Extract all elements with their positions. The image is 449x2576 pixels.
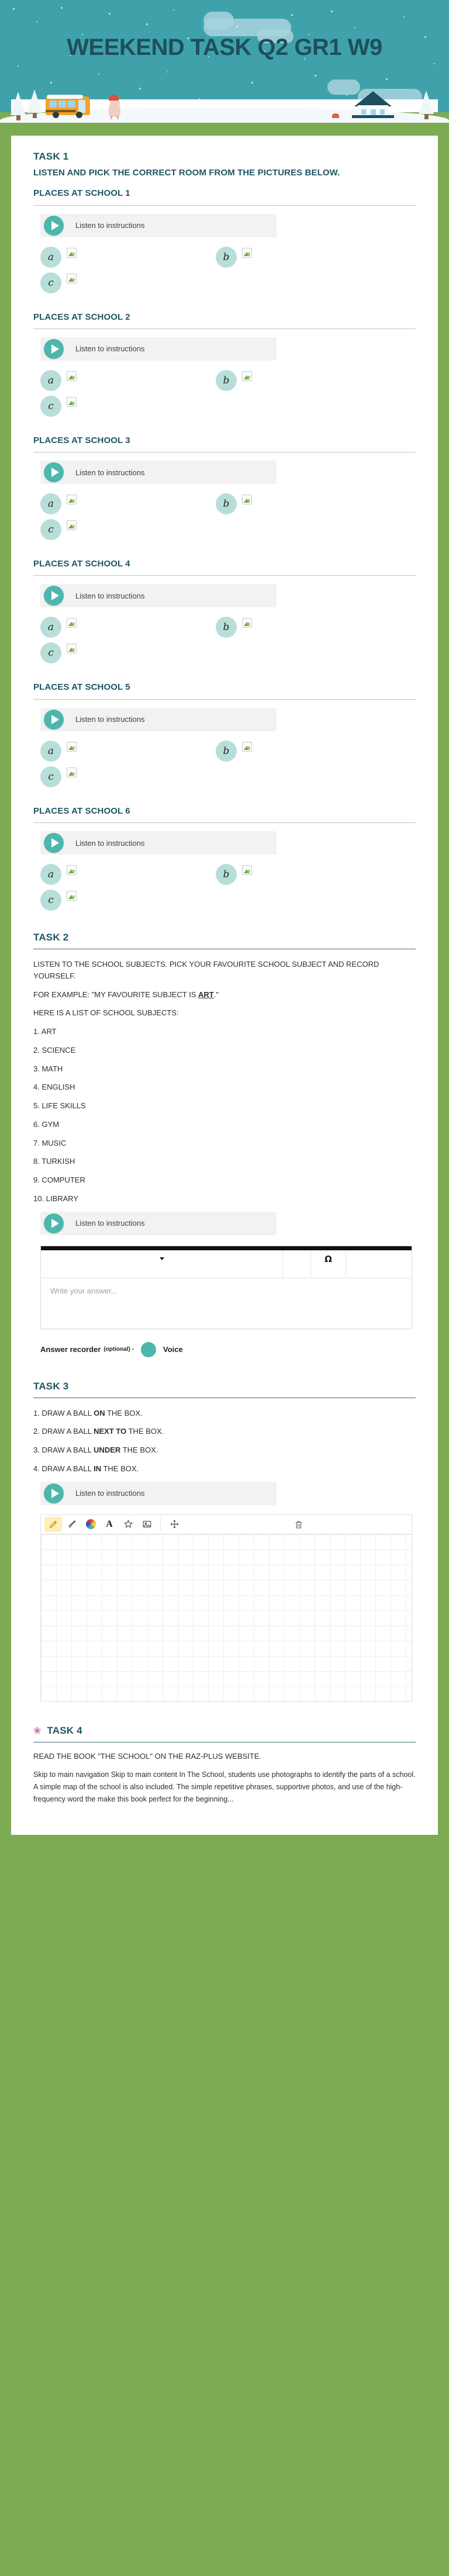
task-1-section (33, 151, 416, 179)
task-2-line-3: HERE IS A LIST OF SCHOOL SUBJECTS: (33, 1008, 179, 1018)
task-4-lead: READ THE BOOK "THE SCHOOL" ON THE RAZ-PLUS WEBSITE. (33, 1751, 262, 1761)
audio-player-label: Listen to instructions (75, 591, 145, 600)
option-letter-badge[interactable]: a (40, 370, 61, 391)
option-image-placeholder-icon (67, 495, 77, 504)
option-letter-badge[interactable]: b (216, 741, 237, 762)
delete-tool-icon[interactable] (290, 1517, 308, 1532)
play-icon[interactable] (44, 1484, 64, 1503)
flower-icon: ❀ (33, 1726, 42, 1736)
instruction-preposition: IN (94, 1464, 102, 1473)
option-image-placeholder-icon (67, 742, 77, 752)
task-2-line-1: LISTEN TO THE SCHOOL SUBJECTS. PICK YOUR FAVOURITE SCHOOL SUBJECT AND RECORD YOURSELF. (33, 960, 379, 980)
places-at-school-block (33, 311, 416, 417)
toolbar-divider (160, 1518, 161, 1531)
answer-option[interactable] (40, 396, 216, 417)
editor-toolbar-group-format (41, 1250, 283, 1277)
audio-player[interactable] (40, 214, 277, 237)
task-2-section (33, 932, 416, 1357)
audio-player[interactable] (40, 831, 277, 855)
option-image-placeholder-icon (67, 865, 77, 875)
task-1-instruction: LISTEN AND PICK THE CORRECT ROOM FROM THE PICTURES BELOW. (33, 168, 340, 178)
insert-image-tool-icon[interactable] (138, 1517, 156, 1532)
places-at-school-heading: PLACES AT SCHOOL 1 (33, 188, 130, 199)
instruction-suffix: THE BOX. (105, 1408, 143, 1417)
option-image-placeholder-icon (242, 742, 252, 752)
audio-player[interactable] (40, 461, 277, 484)
places-at-school-heading: PLACES AT SCHOOL 2 (33, 312, 130, 322)
audio-player-label: Listen to instructions (75, 344, 145, 354)
drawing-board (40, 1515, 412, 1702)
option-letter-badge[interactable]: b (216, 247, 237, 268)
option-letter-badge[interactable]: a (40, 864, 61, 885)
tree-decoration (11, 92, 26, 120)
answer-recorder-row (40, 1342, 416, 1357)
places-at-school-heading: PLACES AT SCHOOL 5 (33, 682, 130, 693)
answer-input[interactable]: Write your answer... (50, 1286, 118, 1295)
school-subject-list (33, 1026, 416, 1205)
school-subject-item: 4. ENGLISH (33, 1083, 75, 1092)
audio-player-label: Listen to instructions (75, 1489, 145, 1498)
option-letter-badge[interactable]: c (40, 890, 61, 911)
instruction-suffix: THE BOX. (101, 1464, 139, 1473)
option-letter-badge[interactable]: c (40, 396, 61, 417)
answer-options (40, 493, 423, 540)
option-letter-badge[interactable]: c (40, 272, 61, 293)
option-image-placeholder-icon (67, 644, 77, 653)
school-bus-decoration (46, 94, 90, 118)
divider (33, 575, 416, 576)
task-3-instruction-item (33, 1444, 416, 1456)
task-3-instruction-item (33, 1426, 416, 1437)
page-title: WEEKEND TASK Q2 GR1 W9 (67, 34, 382, 60)
option-image-placeholder-icon (242, 495, 252, 504)
task-3-section (33, 1381, 416, 1702)
task-3-audio-player[interactable] (40, 1482, 277, 1505)
task-4-body: Skip to main navigation Skip to main content In The School, students use photographs to identify the parts of a school. A simple map of the school is also included. The simple repetitive phrases, supportive photos, and use of the high-frequency word the make this book perfect for the beginning... (33, 1770, 416, 1803)
school-subject-item: 1. ART (33, 1027, 57, 1036)
option-image-placeholder-icon (67, 371, 77, 381)
instruction-prefix: 1. DRAW A BALL (33, 1408, 94, 1417)
page-banner (0, 0, 449, 136)
reindeer-decoration (105, 95, 126, 119)
instruction-suffix: THE BOX. (126, 1427, 164, 1436)
school-subject-item: 5. LIFE SKILLS (33, 1101, 86, 1111)
places-at-school-heading: PLACES AT SCHOOL 3 (33, 435, 130, 445)
play-icon[interactable] (44, 710, 64, 729)
answer-text-editor[interactable] (40, 1246, 412, 1329)
fire-decoration (332, 113, 339, 118)
answer-options (40, 864, 423, 911)
answer-option[interactable] (40, 890, 216, 911)
move-tool-icon[interactable] (165, 1517, 183, 1532)
example-prefix: FOR EXAMPLE: "MY FAVOURITE SUBJECT IS (33, 990, 199, 999)
audio-player[interactable] (40, 708, 277, 731)
option-letter-badge[interactable]: b (216, 617, 237, 638)
example-subject: ART (198, 990, 214, 999)
answer-option[interactable] (216, 617, 391, 638)
option-letter-badge[interactable]: a (40, 493, 61, 514)
school-house-decoration (352, 91, 394, 119)
task-1-title: TASK 1 (33, 151, 69, 162)
answer-option-row (40, 766, 423, 787)
instruction-suffix: THE BOX. (120, 1446, 158, 1455)
answer-option-row (40, 272, 423, 293)
school-subject-item: 2. SCIENCE (33, 1045, 76, 1054)
editor-toolbar (41, 1250, 412, 1278)
play-icon[interactable] (44, 833, 64, 853)
divider (33, 205, 416, 206)
answer-options (40, 741, 423, 787)
editor-toolbar-group-symbols (311, 1250, 346, 1277)
record-button[interactable] (141, 1342, 156, 1357)
option-letter-badge[interactable]: c (40, 519, 61, 540)
option-letter-badge[interactable]: b (216, 370, 237, 391)
places-at-school-block (33, 558, 416, 663)
instruction-preposition: NEXT TO (94, 1427, 127, 1436)
special-character-icon[interactable]: Ω (324, 1253, 332, 1264)
text-tool-icon[interactable]: A (106, 1519, 113, 1529)
answer-option-row (40, 642, 423, 663)
audio-player-label: Listen to instructions (75, 838, 145, 848)
school-subject-item: 8. TURKISH (33, 1157, 75, 1166)
audio-player-label: Listen to instructions (75, 221, 145, 230)
cloud-shape (203, 12, 234, 29)
answer-option-row (40, 890, 423, 911)
places-at-school-heading: PLACES AT SCHOOL 4 (33, 559, 130, 569)
places-at-school-block (33, 434, 416, 540)
play-icon[interactable] (44, 586, 64, 606)
option-letter-badge[interactable]: c (40, 766, 61, 787)
school-subject-item: 9. COMPUTER (33, 1175, 85, 1185)
answer-option-row (40, 247, 423, 268)
option-image-placeholder-icon (242, 865, 252, 875)
answer-option[interactable] (40, 247, 216, 268)
task-3-title: TASK 3 (33, 1380, 69, 1392)
editor-top-bar (41, 1246, 412, 1250)
task-2-example (33, 989, 416, 1001)
answer-option[interactable] (40, 617, 216, 638)
color-picker-tool-icon[interactable] (82, 1517, 99, 1532)
option-image-placeholder-icon (67, 520, 77, 530)
answer-options (40, 617, 423, 663)
task-3-instruction-item (33, 1408, 416, 1419)
school-subject-item: 7. MUSIC (33, 1138, 67, 1147)
answer-options (40, 247, 423, 293)
audio-player-label: Listen to instructions (75, 715, 145, 724)
worksheet-card (11, 99, 438, 1835)
task-4-header (33, 1725, 416, 1737)
places-at-school-block (33, 681, 416, 787)
play-icon[interactable] (44, 339, 64, 359)
play-icon[interactable] (44, 1213, 64, 1233)
page-background (0, 136, 449, 1887)
answer-option[interactable] (40, 864, 216, 885)
option-image-placeholder-icon (67, 891, 77, 901)
instruction-preposition: ON (94, 1408, 105, 1417)
instruction-prefix: 2. DRAW A BALL (33, 1427, 94, 1436)
option-letter-badge[interactable]: a (40, 741, 61, 762)
places-at-school-list (33, 187, 416, 911)
school-subject-item: 10. LIBRARY (33, 1194, 79, 1203)
shape-star-tool-icon[interactable] (119, 1517, 137, 1532)
task-2-audio-player[interactable] (40, 1212, 277, 1235)
play-icon[interactable] (44, 462, 64, 482)
option-image-placeholder-icon (67, 274, 77, 283)
answer-option[interactable] (40, 493, 216, 514)
answer-option-row (40, 864, 423, 885)
instruction-prefix: 3. DRAW A BALL (33, 1446, 94, 1455)
option-letter-badge[interactable]: a (40, 247, 61, 268)
task-4-title: TASK 4 (47, 1724, 82, 1736)
answer-option[interactable] (216, 493, 391, 514)
option-image-placeholder-icon (242, 371, 252, 381)
answer-option[interactable] (216, 247, 391, 268)
option-letter-badge[interactable]: b (216, 864, 237, 885)
tree-decoration (419, 91, 434, 119)
answer-option[interactable] (216, 864, 391, 885)
option-image-placeholder-icon (67, 767, 77, 777)
answer-option[interactable] (216, 741, 391, 762)
answer-options (40, 370, 423, 417)
instruction-preposition: UNDER (94, 1446, 121, 1455)
editor-toolbar-group-extra (283, 1250, 311, 1277)
tree-decoration (27, 89, 42, 118)
divider (33, 822, 416, 823)
option-image-placeholder-icon (242, 248, 252, 258)
places-at-school-block (33, 805, 416, 911)
answer-option[interactable] (40, 370, 216, 391)
places-at-school-block (33, 187, 416, 293)
answer-option-row (40, 617, 423, 638)
play-icon[interactable] (44, 216, 64, 236)
task-3-instruction-list (33, 1408, 416, 1475)
option-image-placeholder-icon (67, 397, 77, 407)
answer-option-row (40, 519, 423, 540)
answer-option-row (40, 741, 423, 762)
school-subject-item: 3. MATH (33, 1064, 63, 1073)
divider (33, 699, 416, 700)
instruction-prefix: 4. DRAW A BALL (33, 1464, 94, 1473)
answer-option-row (40, 396, 423, 417)
answer-option[interactable] (40, 642, 216, 663)
answer-option-row (40, 370, 423, 391)
brush-tool-icon[interactable] (63, 1517, 81, 1532)
option-image-placeholder-icon (67, 618, 77, 628)
option-image-placeholder-icon (67, 248, 77, 258)
answer-option[interactable] (40, 272, 216, 293)
answer-recorder-optional-label: (optional) - (103, 1346, 134, 1353)
audio-player[interactable] (40, 584, 277, 607)
places-at-school-heading: PLACES AT SCHOOL 6 (33, 805, 130, 816)
drawing-canvas[interactable] (40, 1534, 412, 1702)
chevron-down-icon[interactable] (160, 1257, 164, 1260)
pencil-tool-icon[interactable] (44, 1517, 62, 1532)
audio-player-label: Listen to instructions (75, 468, 145, 477)
audio-player-label: Listen to instructions (75, 1219, 145, 1228)
answer-option[interactable] (40, 766, 216, 787)
voice-label: Voice (163, 1345, 183, 1354)
option-letter-badge[interactable]: a (40, 617, 61, 638)
task-2-title: TASK 2 (33, 932, 69, 943)
answer-recorder-label: Answer recorder (40, 1345, 101, 1354)
school-subject-item: 6. GYM (33, 1119, 60, 1129)
task-4-section (33, 1725, 416, 1806)
answer-option[interactable] (40, 741, 216, 762)
answer-option-row (40, 493, 423, 514)
example-suffix: ." (213, 990, 219, 999)
option-image-placeholder-icon (242, 618, 252, 628)
answer-option[interactable] (40, 519, 216, 540)
option-letter-badge[interactable]: c (40, 642, 61, 663)
answer-option[interactable] (216, 370, 391, 391)
task-3-instruction-item (33, 1463, 416, 1475)
audio-player[interactable] (40, 337, 277, 361)
option-letter-badge[interactable]: b (216, 493, 237, 514)
drawing-toolbar (40, 1515, 412, 1534)
